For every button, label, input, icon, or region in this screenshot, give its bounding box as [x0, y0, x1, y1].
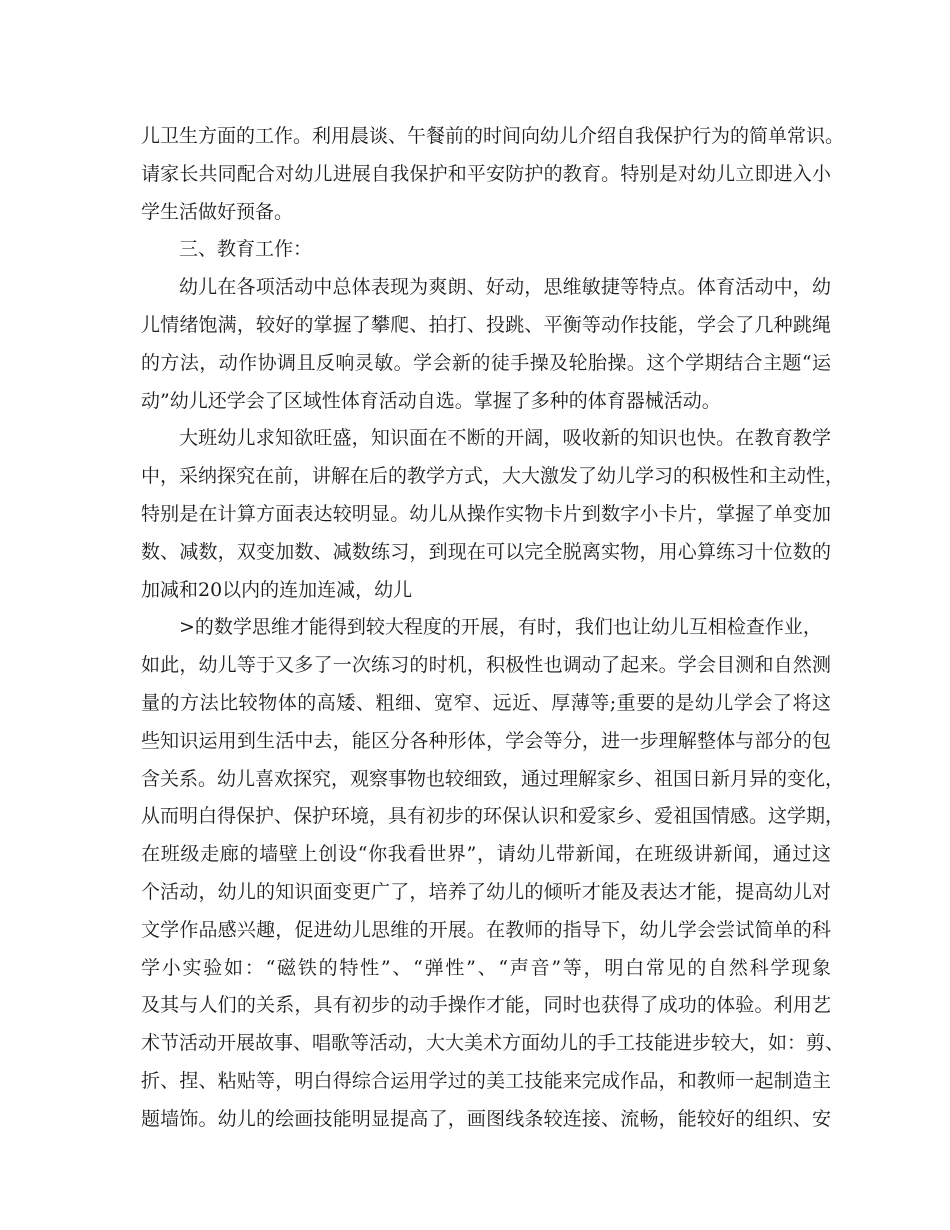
text-line: 加减和20以内的连加连减，幼儿 — [141, 578, 413, 601]
text-line: 的方法，动作协调且反响灵敏。学会新的徒手操及轮胎操。这个学期结合主题“运 — [141, 351, 831, 374]
text-line: 中，采纳探究在前，讲解在后的教学方式，大大激发了幼儿学习的积极性和主动性， — [141, 465, 845, 488]
text-line: 含关系。幼儿喜欢探究，观察事物也较细致，通过理解家乡、祖国日新月异的变化， — [141, 767, 845, 790]
text-line: 在班级走廊的墙壁上创设“你我看世界”，请幼儿带新闻，在班级讲新闻，通过这 — [141, 843, 831, 866]
text-line: 学生活做好预备。 — [141, 200, 294, 223]
text-line: 儿卫生方面的工作。利用晨谈、午餐前的时间向幼儿介绍自我保护行为的简单常识。 — [141, 125, 845, 147]
text-line: 从而明白得保护、保护环境，具有初步的环保认识和爱家乡、爱祖国情感。这学期， — [141, 805, 845, 828]
text-line: 数、减数，双变加数、减数练习，到现在可以完全脱离实物，用心算练习十位数的 — [141, 540, 831, 563]
paragraph-first-line: 幼儿在各项活动中总体表现为爽朗、好动，思维敏捷等特点。体育活动中，幼 — [179, 276, 831, 299]
text-line: 请家长共同配合对幼儿进展自我保护和平安防护的教育。特别是对幼儿立即进入小 — [141, 162, 831, 185]
text-line: 文学作品感兴趣，促进幼儿思维的开展。在教师的指导下，幼儿学会尝试简单的科 — [141, 918, 831, 941]
text-line: 特别是在计算方面表达较明显。幼儿从操作实物卡片到数字小卡片，掌握了单变加 — [141, 502, 831, 525]
text-line: 题墙饰。幼儿的绘画技能明显提高了，画图线条较连接、流畅，能较好的组织、安 — [141, 1107, 831, 1130]
text-line: 些知识运用到生活中去，能区分各种形体，学会等分，进一步理解整体与部分的包 — [141, 729, 831, 752]
text-line: 动”幼儿还学会了区域性体育活动自选。掌握了多种的体育器械活动。 — [141, 389, 721, 412]
text-line: 术节活动开展故事、唱歌等活动，大大美术方面幼儿的手工技能进步较大，如：剪、 — [141, 1032, 845, 1055]
text-line: 如此，幼儿等于又多了一次练习的时机，积极性也调动了起来。学会目测和自然测 — [141, 654, 831, 677]
section-heading: 三、教育工作： — [179, 238, 313, 261]
paragraph-first-line: >的数学思维才能得到较大程度的开展，有时，我们也让幼儿互相检查作业， — [179, 616, 822, 639]
body-text — [141, 118, 845, 1139]
text-line: 个活动，幼儿的知识面变更广了，培养了幼儿的倾听才能及表达才能，提高幼儿对 — [141, 880, 831, 903]
text-line: 折、捏、粘贴等，明白得综合运用学过的美工技能来完成作品，和教师一起制造主 — [141, 1069, 831, 1092]
text-line: 学小实验如：“磁铁的特性”、“弹性”、“声音”等，明白常见的自然科学现象 — [141, 956, 831, 979]
text-line: 及其与人们的关系，具有初步的动手操作才能，同时也获得了成功的体验。利用艺 — [141, 994, 831, 1017]
text-line: 儿情绪饱满，较好的掌握了攀爬、拍打、投跳、平衡等动作技能，学会了几种跳绳 — [141, 313, 831, 336]
text-line: 量的方法比较物体的高矮、粗细、宽窄、远近、厚薄等;重要的是幼儿学会了将这 — [141, 691, 831, 714]
paragraph-first-line: 大班幼儿求知欲旺盛，知识面在不断的开阔，吸收新的知识也快。在教育教学 — [179, 427, 831, 450]
